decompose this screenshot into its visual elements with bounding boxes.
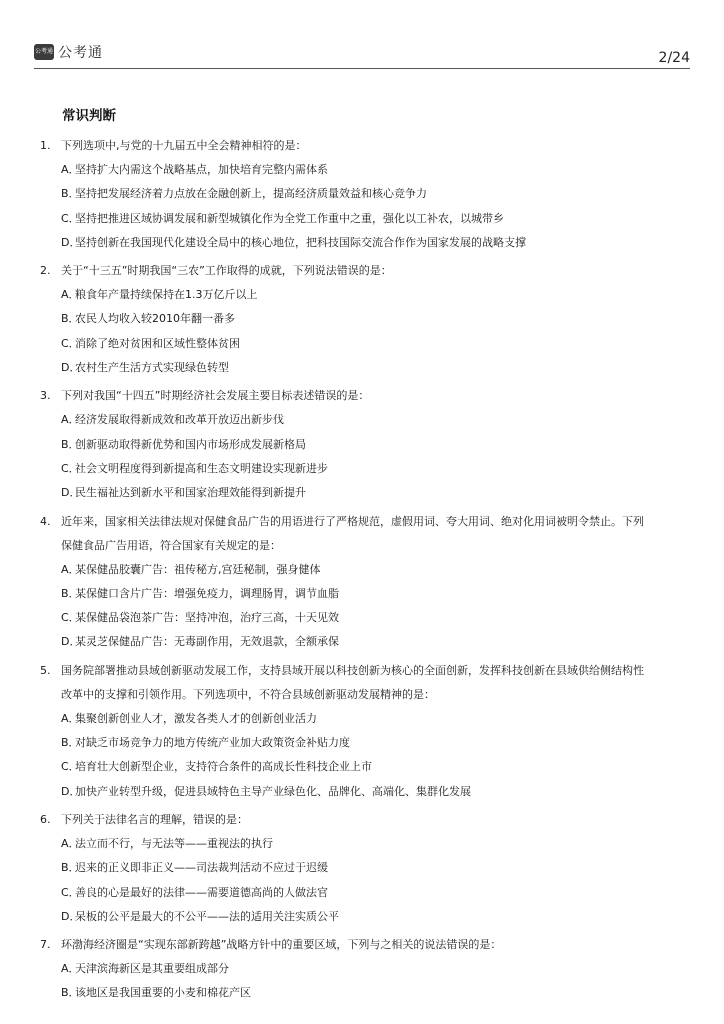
question-text-line: 近年来，国家相关法律法规对保健食品广告的用语进行了严格规范，虚假用词、夸大用词、绝对化用词被明令禁止。下列 <box>61 514 644 528</box>
question-item <box>40 259 690 380</box>
question-list <box>40 134 690 1010</box>
question-item <box>40 808 690 929</box>
question-stem <box>40 384 690 408</box>
answer-option <box>40 433 690 457</box>
answer-option <box>40 307 690 331</box>
logo-badge-icon: 公考通 <box>34 44 54 60</box>
answer-option <box>40 356 690 380</box>
option-letter: B． <box>61 736 80 750</box>
question-text-line: 改革中的支撑和引领作用。下列选项中，不符合县域创新驱动发展精神的是： <box>61 687 435 701</box>
question-stem <box>40 659 690 707</box>
question-text-line: 关于“十三五”时期我国“三农”工作取得的成就，下列说法错误的是： <box>61 264 392 278</box>
option-letter: D． <box>61 784 81 798</box>
answer-option <box>40 707 690 731</box>
answer-option <box>40 558 690 582</box>
answer-option <box>40 755 690 779</box>
question-number: 5. <box>40 663 51 677</box>
option-letter: C． <box>61 760 80 774</box>
answer-option <box>40 832 690 856</box>
question-stem <box>40 933 690 957</box>
answer-option <box>40 731 690 755</box>
answer-option <box>40 207 690 231</box>
option-letter: A． <box>61 711 80 725</box>
option-text: 坚持创新在我国现代化建设全局中的核心地位，把科技国际交流合作作为国家发展的战略支撑 <box>75 235 526 249</box>
answer-option <box>40 182 690 206</box>
question-text-line: 下列对我国“十四五”时期经济社会发展主要目标表述错误的是： <box>61 389 370 403</box>
option-text: 迟来的正义即非正义——司法裁判活动不应过于迟缓 <box>75 861 328 875</box>
option-letter: D． <box>61 486 81 500</box>
answer-option <box>40 231 690 255</box>
answer-option <box>40 957 690 981</box>
option-letter: A． <box>61 413 80 427</box>
option-text: 农村生产生活方式实现绿色转型 <box>75 361 229 375</box>
option-text: 天津滨海新区是其重要组成部分 <box>75 962 229 976</box>
option-text: 粮食年产量持续保持在1.3万亿斤以上 <box>75 288 258 302</box>
question-text <box>61 134 690 158</box>
answer-option <box>40 881 690 905</box>
option-text: 善良的心是最好的法律——需要道德高尚的人做法官 <box>75 885 328 899</box>
question-text <box>61 933 690 957</box>
option-letter: A． <box>61 288 80 302</box>
option-letter: B． <box>61 312 80 326</box>
option-text: 呆板的公平是最大的不公平——法的适用关注实质公平 <box>75 909 339 923</box>
page-header <box>34 40 690 68</box>
option-text: 经济发展取得新成效和改革开放迈出新步伐 <box>75 413 284 427</box>
option-text: 某保健品胶囊广告：祖传秘方,宫廷秘制，强身健体 <box>75 562 321 576</box>
logo <box>34 42 103 62</box>
option-letter: D． <box>61 235 81 249</box>
option-text: 坚持把推进区域协调发展和新型城镇化作为全党工作重中之重，强化以工补农，以城带乡 <box>75 211 504 225</box>
answer-option <box>40 905 690 929</box>
question-number: 2. <box>40 264 51 278</box>
option-letter: D． <box>61 909 81 923</box>
option-text: 农民人均收入较2010年翻一番多 <box>75 312 235 326</box>
option-letter: A． <box>61 163 80 176</box>
question-number: 1. <box>40 139 51 152</box>
option-letter: B． <box>61 986 80 1000</box>
answer-option <box>40 332 690 356</box>
option-text: 消除了绝对贫困和区域性整体贫困 <box>75 336 240 350</box>
answer-option <box>40 283 690 307</box>
option-text: 社会文明程度得到新提高和生态文明建设实现新进步 <box>75 461 328 475</box>
question-stem <box>40 808 690 832</box>
answer-option <box>40 606 690 630</box>
question-item <box>40 384 690 505</box>
question-item <box>40 659 690 804</box>
question-text <box>61 659 690 707</box>
question-text-line: 环渤海经济圈是“实现东部新跨越”战略方针中的重要区域，下列与之相关的说法错误的是： <box>61 938 502 952</box>
question-stem <box>40 259 690 283</box>
option-text: 创新驱动取得新优势和国内市场形成发展新格局 <box>75 437 306 451</box>
option-letter: C． <box>61 885 80 899</box>
page-number: 2/24 <box>658 50 690 66</box>
question-text-line: 国务院部署推动县域创新驱动发展工作，支持县域开展以科技创新为核心的全面创新，发挥科技创新在县域供给侧结构性 <box>61 663 644 677</box>
answer-option <box>40 856 690 880</box>
option-text: 坚持把发展经济着力点放在金融创新上，提高经济质量效益和核心竞争力 <box>75 187 427 201</box>
option-text: 法立而不行，与无法等——重视法的执行 <box>75 836 273 850</box>
option-letter: C． <box>61 211 80 225</box>
question-number: 7. <box>40 938 51 952</box>
option-text: 该地区是我国重要的小麦和棉花产区 <box>75 986 251 1000</box>
question-number: 6. <box>40 812 51 826</box>
answer-option <box>40 457 690 481</box>
question-text-line: 下列选项中,与党的十九届五中全会精神相符的是： <box>61 139 307 152</box>
option-letter: A． <box>61 962 80 976</box>
section-title: 常识判断 <box>62 108 116 124</box>
question-text <box>61 259 690 283</box>
option-letter: B． <box>61 187 80 201</box>
answer-option <box>40 481 690 505</box>
option-text: 某灵芝保健品广告：无毒副作用，无效退款，全额承保 <box>75 635 339 649</box>
option-text: 某保健品袋泡茶广告：坚持冲泡，治疗三高，十天见效 <box>75 611 339 625</box>
answer-option <box>40 582 690 606</box>
option-letter: A． <box>61 836 80 850</box>
question-stem <box>40 510 690 558</box>
option-text: 集聚创新创业人才，激发各类人才的创新创业活力 <box>75 711 317 725</box>
question-number: 3. <box>40 389 51 403</box>
option-text: 民生福祉达到新水平和国家治理效能得到新提升 <box>75 486 306 500</box>
question-stem <box>40 134 690 158</box>
option-text: 对缺乏市场竞争力的地方传统产业加大政策资金补贴力度 <box>75 736 350 750</box>
option-text: 坚持扩大内需这个战略基点，加快培育完整内需体系 <box>75 163 328 176</box>
logo-text: 公考通 <box>58 45 103 61</box>
question-text <box>61 808 690 832</box>
question-item <box>40 933 690 1006</box>
option-text: 培育壮大创新型企业，支持符合条件的高成长性科技企业上市 <box>75 760 372 774</box>
answer-option <box>40 408 690 432</box>
question-text <box>61 384 690 408</box>
option-letter: C． <box>61 461 80 475</box>
question-text-line: 保健食品广告用语，符合国家有关规定的是： <box>61 538 281 552</box>
answer-option <box>40 158 690 182</box>
answer-option <box>40 630 690 654</box>
option-letter: D． <box>61 635 81 649</box>
answer-option <box>40 780 690 804</box>
option-letter: C． <box>61 336 80 350</box>
option-letter: D． <box>61 361 81 375</box>
question-text-line: 下列关于法律名言的理解，错误的是： <box>61 812 248 826</box>
option-letter: A． <box>61 562 80 576</box>
header-divider <box>34 68 690 69</box>
question-item <box>40 510 690 655</box>
question-text <box>61 510 690 558</box>
option-letter: C． <box>61 611 80 625</box>
question-item <box>40 134 690 255</box>
question-number: 4. <box>40 514 51 528</box>
option-text: 加快产业转型升级，促进县域特色主导产业绿色化、品牌化、高端化、集群化发展 <box>75 784 471 798</box>
option-letter: B． <box>61 437 80 451</box>
answer-option <box>40 981 690 1005</box>
option-letter: B． <box>61 861 80 875</box>
option-letter: B． <box>61 586 80 600</box>
option-text: 某保健口含片广告：增强免疫力，调理肠胃，调节血脂 <box>75 586 339 600</box>
